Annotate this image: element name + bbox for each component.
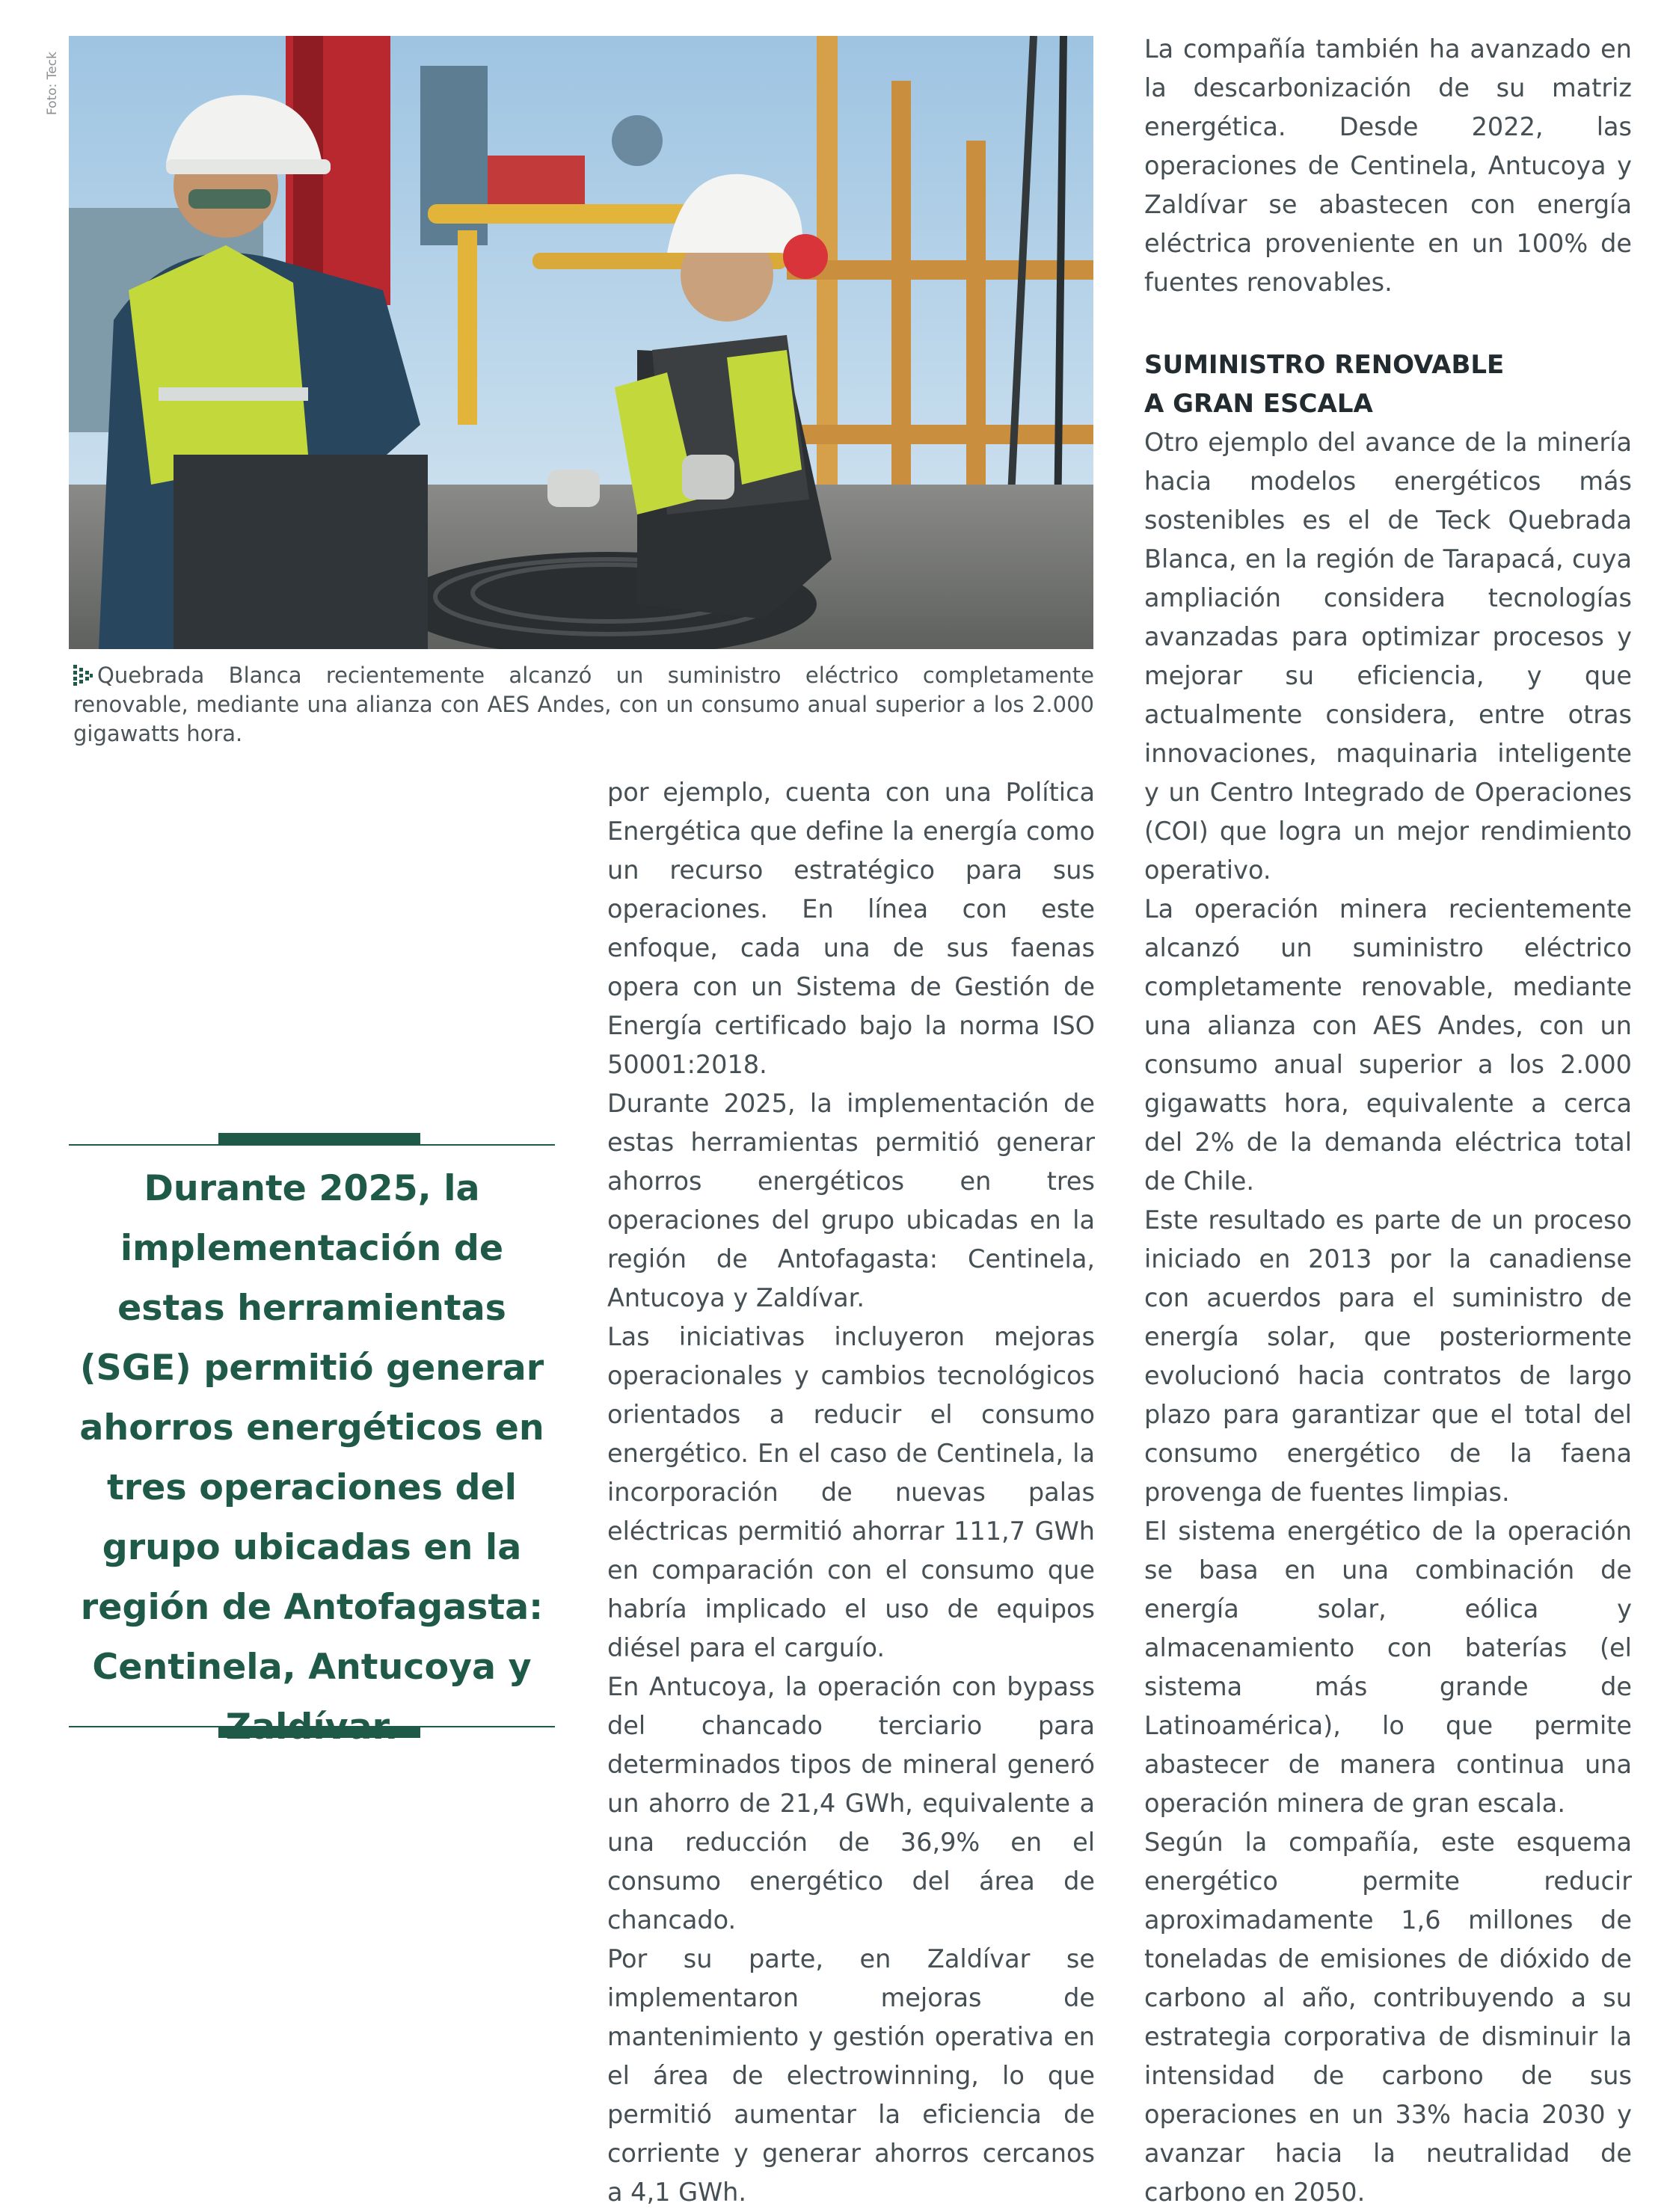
- paragraph: En Antucoya, la operación con bypass del chancado terciario para determinados tipos de mineral generó un ahorro de 21,4 GWh, equivalente a una reducción de 36,9% en el consumo energético del área de chancado.: [607, 1672, 1095, 1935]
- paragraph: Este resultado es parte de un proceso iniciado en 2013 por la canadiense con acuerdos para el suministro de energía solar, que posteriormente evolucionó hacia contratos de largo plazo para garantizar que el total del consumo energético de la faena provenga de fuentes limpias.: [1144, 1205, 1632, 1507]
- section-subheading: [1144, 345, 1632, 423]
- paragraph: Por su parte, en Zaldívar se implementaron mejoras de mantenimiento y gestión operativa en el área de electrowinning, lo que permitió aumentar la eficiencia de corriente y generar ahorros cercanos a 4,1 GWh.: [607, 1944, 1095, 2207]
- paragraph: Durante 2025, la implementación de estas herramientas permitió generar ahorros energéticos en tres operaciones del grupo ubicadas en la región de Antofagasta: Centinela, Antucoya y Zaldívar.: [607, 1089, 1095, 1312]
- dotted-arrow-icon: [73, 665, 93, 686]
- paragraph: Las iniciativas incluyeron mejoras operacionales y cambios tecnológicos orientados a reducir el consumo energético. En el caso de Centinela, la incorporación de nuevas palas eléctricas permitió ahorrar 111,7 GWh en comparación con el consumo que habría implicado el uso de equipos diésel para el carguío.: [607, 1322, 1095, 1662]
- subheading-line-1: SUMINISTRO RENOVABLE: [1144, 350, 1505, 380]
- pull-quote: [69, 1125, 555, 1745]
- paragraph: por ejemplo, cuenta con una Política Energética que define la energía como un recurso estratégico para sus operaciones. En línea con este enfoque, cada una de sus faenas opera con un Sistema de Gestión de Energía certificado bajo la norma ISO 50001:2018.: [607, 778, 1095, 1079]
- photo-credit: Foto: Teck: [45, 52, 60, 115]
- paragraph: El sistema energético de la operación se basa en una combinación de energía solar, eólica y almacenamiento con baterías (el sistema más grande de Latinoamérica), lo que permite abastecer de manera continua una operación minera de gran escala.: [1144, 1517, 1632, 1818]
- column-middle: [607, 773, 1095, 2212]
- pull-quote-top-tab: [218, 1133, 420, 1145]
- pull-quote-text: Durante 2025, la implementación de estas herramientas (SGE) permitió generar ahorros energéticos en tres operaciones del grupo ubicadas en la región de Antofagasta: Centinela, Antucoya y: [79, 1168, 544, 1688]
- column-right: [1144, 30, 1632, 2212]
- workers-photo-illustration: [69, 36, 1093, 649]
- intro-paragraph: La compañía también ha avanzado en la descarbonización de su matriz energética. Desde 2022, las operaciones de Centinela, Antucoya y Zaldívar se abastecen con energía eléctrica proveniente en un 100% de fuentes renovables.: [1144, 34, 1632, 297]
- caption-text: Quebrada Blanca recientemente alcanzó un suministro eléctrico completamente renovable, mediante una alianza con AES Andes, con un consumo anual superior a los 2.000 gigawatts hora.: [73, 663, 1094, 746]
- paragraph: Según la compañía, este esquema energético permite reducir aproximadamente 1,6 millones de toneladas de emisiones de dióxido de carbono al año, contribuyendo a su estrategia corporativa de disminuir la intensidad de carbono de sus operaciones en un 33% hacia 2030 y avanzar hacia la neutralidad de carbono en 2050.: [1144, 1828, 1632, 2207]
- photo-caption: [73, 661, 1094, 749]
- article-photo: [69, 36, 1093, 649]
- paragraph: La operación minera recientemente alcanzó un suministro eléctrico completamente renovable, mediante una alianza con AES Andes, con un consumo anual superior a los 2.000 gigawatts hora, equivalente a cerca del 2% de la demanda eléctrica total de Chile.: [1144, 894, 1632, 1196]
- subheading-line-2: A GRAN ESCALA: [1144, 389, 1373, 419]
- paragraph: Otro ejemplo del avance de la minería hacia modelos energéticos más sostenibles es el de Teck Quebrada Blanca, en la región de Tarapacá, cuya ampliación considera tecnologías avanzadas para optimizar procesos y mejorar su eficiencia, y que actualmente considera, entre otras innovaciones, maquinaria inteligente y un Centro Integrado de Operaciones (COI) que logra un mejor rendimiento operativo.: [1144, 428, 1632, 885]
- pull-quote-bottom-tab: [218, 1726, 420, 1738]
